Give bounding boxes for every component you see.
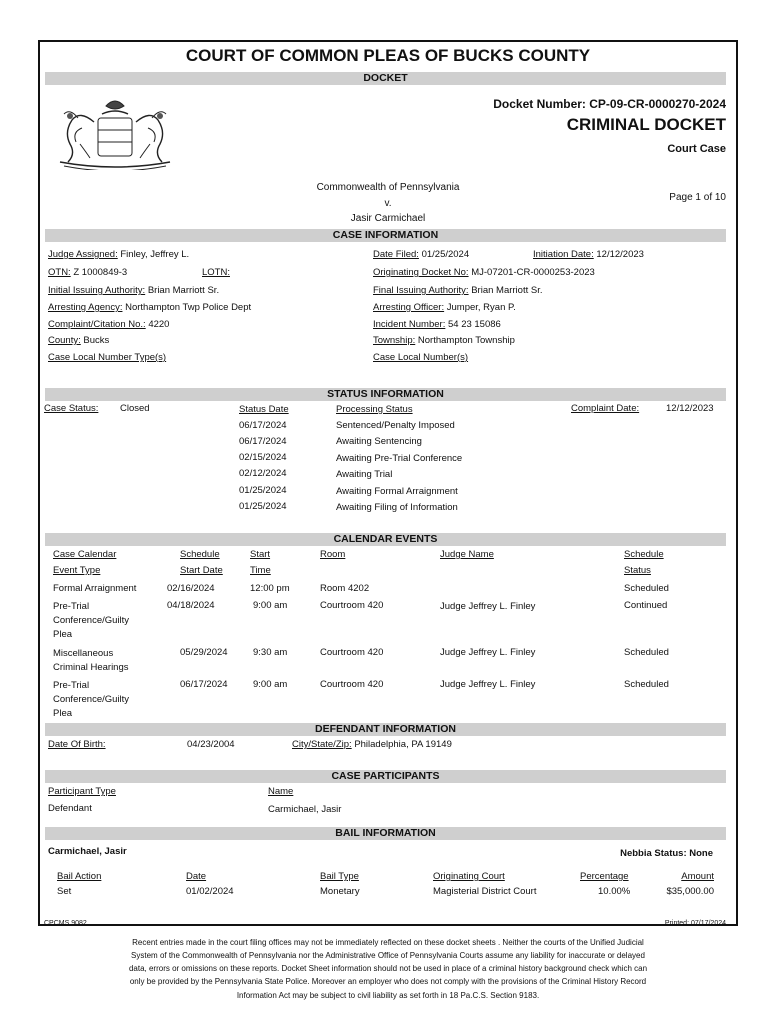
county-row: County: Bucks (48, 335, 110, 346)
processing-status: Sentenced/Penalty Imposed (336, 420, 455, 431)
calendar-events-bar: CALENDAR EVENTS (45, 533, 726, 546)
final-authority-row: Final Issuing Authority: Brian Marriott Sr. (373, 285, 543, 296)
pennsylvania-coat-of-arms-icon (50, 92, 180, 170)
schedule-status-header: Status (624, 565, 651, 576)
event-status: Continued (624, 600, 668, 611)
case-status-value: Closed (120, 403, 150, 414)
event-type: Conference/Guilty (53, 615, 130, 626)
calendar-type-header: Case Calendar (53, 549, 117, 560)
bail-type-header: Bail Type (320, 871, 359, 882)
caption-line1: Commonwealth of Pennsylvania (316, 182, 460, 193)
event-judge: Judge Jeffrey L. Finley (440, 679, 536, 690)
event-date: 06/17/2024 (180, 679, 228, 690)
disclaimer-line: Recent entries made in the court filing offices may not be immediately reflected on these docket sheets . Neither the courts of the Unified Judicial (132, 938, 644, 947)
complaint-date-value: 12/12/2023 (666, 403, 714, 414)
caption-line3: Jasir Carmichael (350, 213, 426, 224)
event-status: Scheduled (624, 583, 669, 594)
docket-bar: DOCKET (45, 72, 726, 85)
processing-status-header: Processing Status (336, 404, 413, 415)
event-time: 12:00 pm (250, 583, 290, 594)
amount-header: Amount (681, 871, 714, 882)
start-time-header: Time (250, 565, 271, 576)
schedule-date-header: Schedule (180, 549, 220, 560)
event-type: Formal Arraignment (53, 583, 137, 594)
nebbia-status: Nebbia Status: None (620, 848, 713, 859)
processing-status: Awaiting Sentencing (336, 436, 422, 447)
event-date: 05/29/2024 (180, 647, 228, 658)
event-type: Plea (53, 708, 73, 719)
bail-information-bar: BAIL INFORMATION (45, 827, 726, 840)
calendar-type-header: Event Type (53, 565, 101, 576)
event-time: 9:30 am (253, 647, 288, 658)
event-time: 9:00 am (253, 679, 288, 690)
event-room: Room 4202 (320, 583, 370, 594)
docket-number: Docket Number: CP-09-CR-0000270-2024 (493, 97, 726, 111)
township-row: Township: Northampton Township (373, 335, 515, 346)
event-room: Courtroom 420 (320, 647, 384, 658)
dob-label: Date Of Birth: (48, 739, 106, 750)
judge-name-header: Judge Name (440, 549, 494, 560)
disclaimer-line: System of the Commonwealth of Pennsylvania nor the Administrative Office of Pennsylvania Courts assume any liability for inaccurate or delayed (131, 951, 645, 960)
event-date: 04/18/2024 (167, 600, 215, 611)
page-number: Page 1 of 10 (669, 192, 726, 203)
event-type: Conference/Guilty (53, 694, 130, 705)
processing-status: Awaiting Trial (336, 469, 393, 480)
event-time: 9:00 am (253, 600, 288, 611)
schedule-date-header: Start Date (180, 565, 223, 576)
printed-date: Printed: 07/17/2024 (664, 920, 726, 927)
participant-type: Defendant (48, 803, 92, 814)
room-header: Room (320, 549, 346, 560)
case-information-bar: CASE INFORMATION (45, 229, 726, 242)
originating-court-header: Originating Court (433, 871, 505, 882)
percentage-header: Percentage (580, 871, 629, 882)
docket-type: CRIMINAL DOCKET (566, 115, 726, 134)
lotn-label: LOTN: (202, 267, 230, 278)
bail-amount: $35,000.00 (666, 886, 714, 897)
judge-row: Judge Assigned: Finley, Jeffrey L. (48, 249, 190, 260)
disclaimer-line: data, errors or omissions on these reports. Docket Sheet information should not be used in place of a criminal history background check which can (128, 964, 648, 973)
status-date: 01/25/2024 (239, 501, 287, 512)
date-filed-row: Date Filed: 01/25/2024 (373, 249, 470, 260)
originating-docket-row: Originating Docket No: MJ-07201-CR-0000253-2023 (373, 267, 595, 278)
case-participants-bar: CASE PARTICIPANTS (45, 770, 726, 783)
otn-row: OTN: Z 1000849-3 (48, 267, 128, 278)
bail-type: Monetary (320, 886, 360, 897)
event-type: Pre-Trial (53, 680, 90, 691)
initial-authority-row: Initial Issuing Authority: Brian Marriott Sr. (48, 285, 220, 296)
complaint-row: Complaint/Citation No.: 4220 (48, 319, 170, 330)
event-type: Plea (53, 629, 73, 640)
disclaimer-line: Information Act may be subject to civil liability as set forth in 18 Pa.C.S. Section 9183. (236, 991, 540, 1000)
status-date: 02/12/2024 (239, 468, 287, 479)
event-room: Courtroom 420 (320, 600, 384, 611)
docket-frame (38, 40, 738, 926)
bail-percentage: 10.00% (598, 886, 631, 897)
bail-action: Set (57, 886, 72, 897)
status-date: 06/17/2024 (239, 420, 287, 431)
participant-name-header: Name (268, 786, 294, 797)
status-date: 02/15/2024 (239, 452, 287, 463)
case-local-number-label: Case Local Number(s) (373, 352, 469, 363)
event-type: Pre-Trial (53, 601, 90, 612)
arresting-officer-row: Arresting Officer: Jumper, Ryan P. (373, 302, 516, 313)
event-date: 02/16/2024 (167, 583, 215, 594)
participant-name: Carmichael, Jasir (268, 804, 342, 815)
arresting-agency-row: Arresting Agency: Northampton Twp Police Dept (48, 302, 252, 313)
initiation-date-row: Initiation Date: 12/12/2023 (533, 249, 644, 260)
start-time-header: Start (250, 549, 271, 560)
defendant-information-bar: DEFENDANT INFORMATION (45, 723, 726, 736)
case-status-label: Case Status: (44, 403, 99, 414)
participant-type-header: Participant Type (48, 786, 116, 797)
event-status: Scheduled (624, 647, 669, 658)
bail-person: Carmichael, Jasir (48, 846, 127, 857)
court-title: COURT OF COMMON PLEAS OF BUCKS COUNTY (185, 46, 591, 65)
originating-court: Magisterial District Court (433, 886, 537, 897)
court-case-label: Court Case (667, 143, 726, 155)
event-status: Scheduled (624, 679, 669, 690)
complaint-date-label: Complaint Date: (571, 403, 640, 414)
schedule-status-header: Schedule (624, 549, 664, 560)
processing-status: Awaiting Filing of Information (336, 502, 458, 513)
case-local-number-type-label: Case Local Number Type(s) (48, 352, 167, 363)
event-judge: Judge Jeffrey L. Finley (440, 601, 536, 612)
form-number: CPCMS 9082 (44, 920, 87, 927)
status-date: 06/17/2024 (239, 436, 287, 447)
caption-line2: v. (384, 198, 392, 209)
event-judge: Judge Jeffrey L. Finley (440, 647, 536, 658)
bail-action-header: Bail Action (57, 871, 102, 882)
event-type: Miscellaneous (53, 648, 114, 659)
status-date-header: Status Date (239, 404, 289, 415)
event-type: Criminal Hearings (53, 662, 129, 673)
incident-number-row: Incident Number: 54 23 15086 (373, 319, 501, 330)
processing-status: Awaiting Pre-Trial Conference (336, 453, 463, 464)
disclaimer-line: only be provided by the Pennsylvania State Police. Moreover an employer who does not comply with the provisions of the Criminal History Record (129, 977, 647, 986)
processing-status: Awaiting Formal Arraignment (336, 486, 458, 497)
bail-date-header: Date (186, 871, 207, 882)
dob-value: 04/23/2004 (187, 739, 235, 750)
status-information-bar: STATUS INFORMATION (45, 388, 726, 401)
city-state-zip-row: City/State/Zip: Philadelphia, PA 19149 (292, 739, 452, 750)
bail-date: 01/02/2024 (186, 886, 234, 897)
event-room: Courtroom 420 (320, 679, 384, 690)
status-date: 01/25/2024 (239, 485, 287, 496)
